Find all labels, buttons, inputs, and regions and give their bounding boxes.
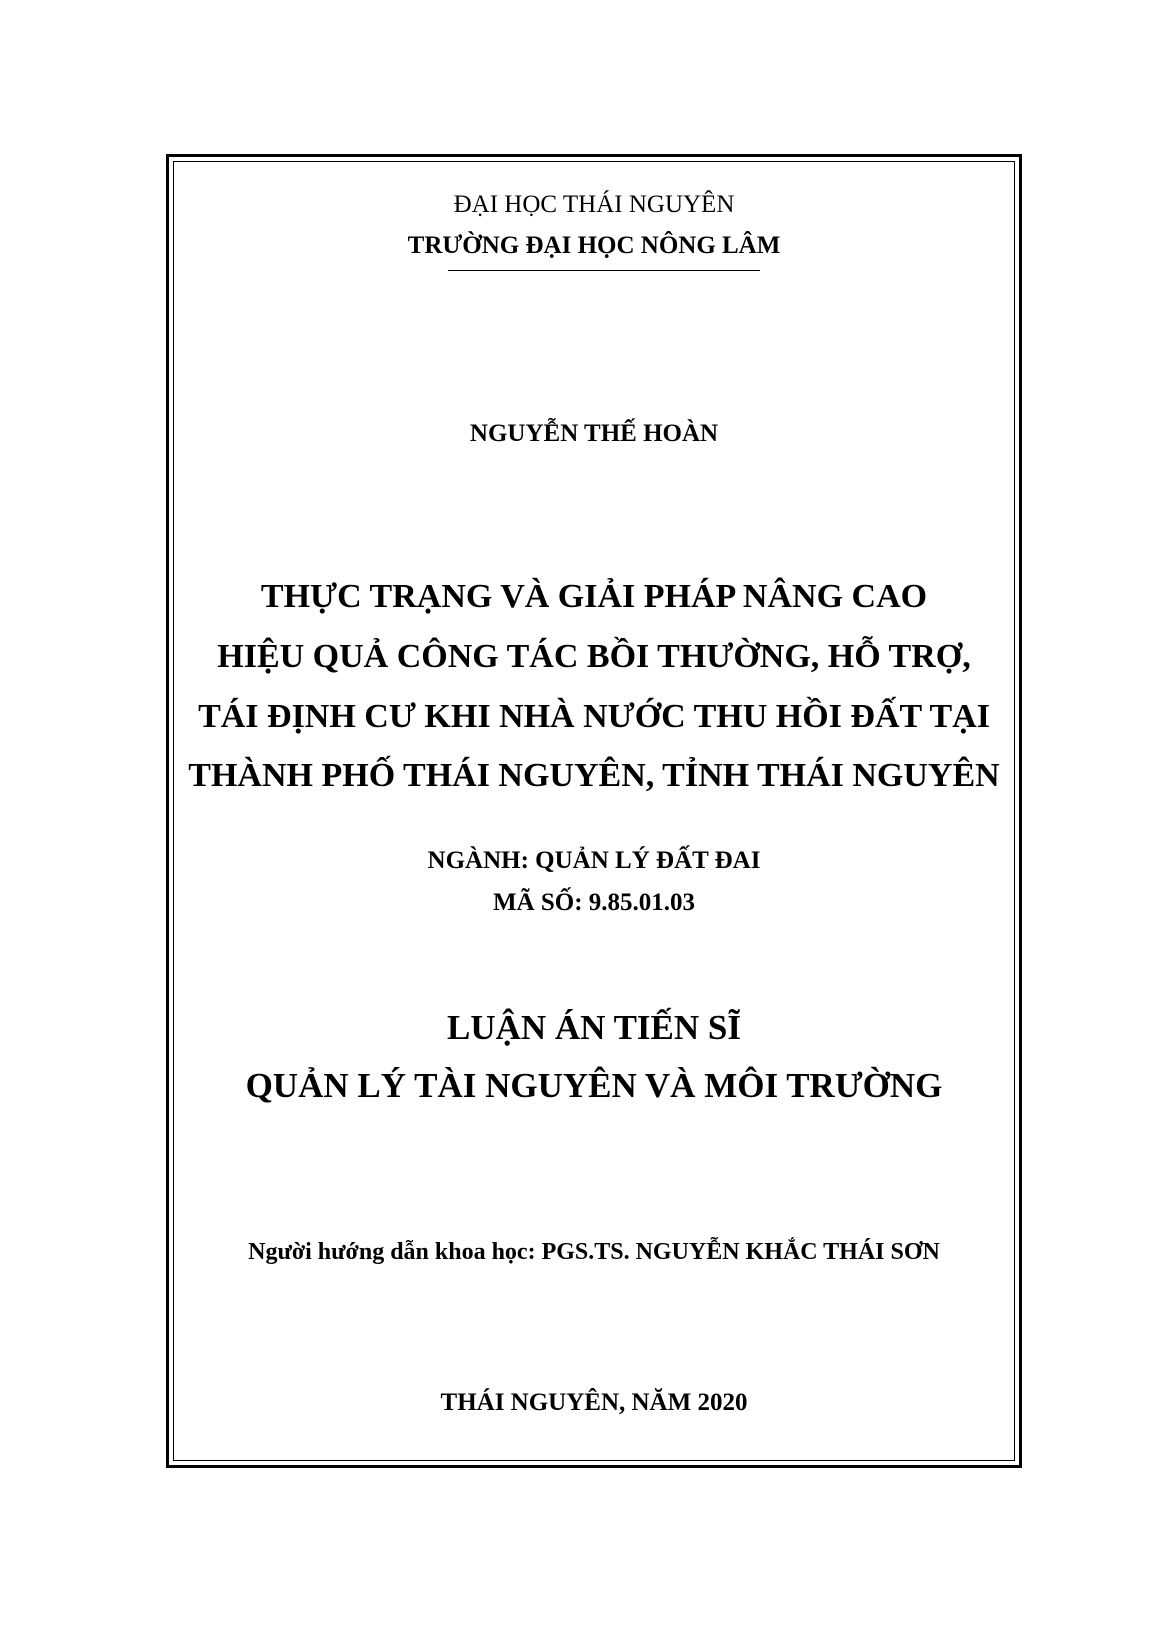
thesis-title-line: THỰC TRẠNG VÀ GIẢI PHÁP NÂNG CAO [260, 578, 928, 615]
advisor-line: Người hướng dẫn khoa học: PGS.TS. NGUYỄN KHẮC THÁI SƠN [248, 1239, 940, 1265]
university-name: ĐẠI HỌC THÁI NGUYÊN [453, 191, 735, 218]
thesis-title-line: TÁI ĐỊNH CƯ KHI NHÀ NƯỚC THU HỒI ĐẤT TẠI [198, 698, 990, 735]
degree-title-line: QUẢN LÝ TÀI NGUYÊN VÀ MÔI TRƯỜNG [245, 1066, 943, 1105]
major-code: MÃ SỐ: 9.85.01.03 [492, 889, 696, 916]
author-name: NGUYỄN THẾ HOÀN [469, 420, 719, 447]
degree-title-line: LUẬN ÁN TIẾN SĨ [446, 1008, 741, 1047]
major-label: NGÀNH: QUẢN LÝ ĐẤT ĐAI [427, 847, 761, 874]
cover-border-inner [173, 161, 1015, 1461]
thesis-title-line: HIỆU QUẢ CÔNG TÁC BỒI THƯỜNG, HỖ TRỢ, [217, 638, 971, 675]
header-divider [448, 270, 760, 271]
place-and-year: THÁI NGUYÊN, NĂM 2020 [440, 1389, 748, 1416]
thesis-title-line: THÀNH PHỐ THÁI NGUYÊN, TỈNH THÁI NGUYÊN [188, 757, 1000, 794]
school-name: TRƯỜNG ĐẠI HỌC NÔNG LÂM [407, 232, 781, 259]
